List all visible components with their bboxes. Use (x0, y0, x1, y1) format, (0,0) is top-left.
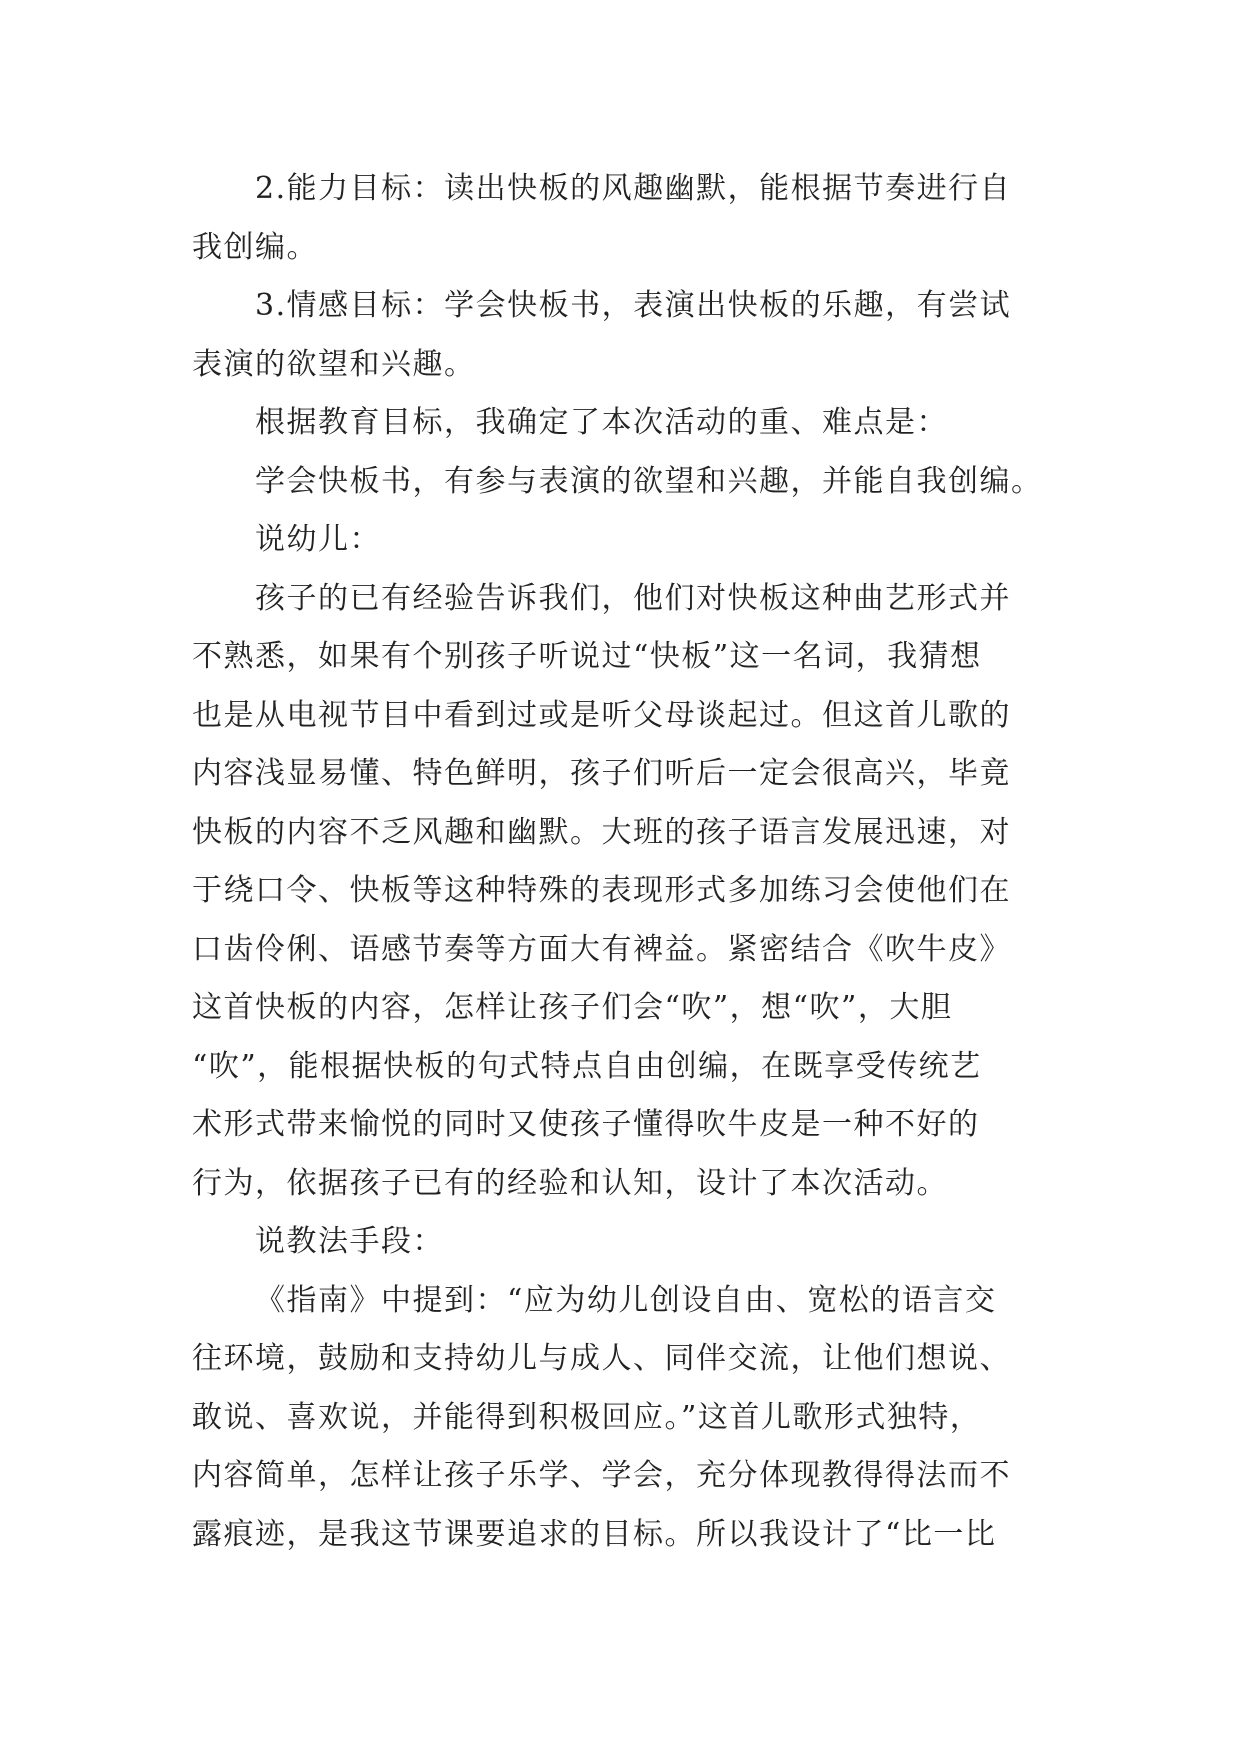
paragraph-children-line-7: 口齿伶俐、语感节奏等方面大有裨益。紧密结合《吹牛皮》 (192, 931, 1011, 967)
paragraph-children-line-6: 于绕口令、快板等这种特殊的表现形式多加练习会使他们在 (192, 873, 1011, 908)
document-body (192, 160, 1052, 1564)
paragraph-methods-line-3: 敢说、喜欢说，并能得到积极回应。”这首儿歌形式独特， (192, 1399, 982, 1435)
paragraph-children-line-1: 孩子的已有经验告诉我们，他们对快板这种曲艺形式并 (255, 580, 1011, 616)
paragraph-children-line-11: 行为，依据孩子已有的经验和认知，设计了本次活动。 (192, 1165, 948, 1201)
paragraph-ability-goal-line-1: 2.能力目标：读出快板的风趣幽默，能根据节奏进行自 (255, 171, 1012, 206)
paragraph-emotion-goal-line-1: 3.情感目标：学会快板书，表演出快板的乐趣，有尝试 (255, 288, 1012, 323)
paragraph-key-points-intro: 根据教育目标，我确定了本次活动的重、难点是： (255, 405, 948, 440)
paragraph-key-points: 学会快板书，有参与表演的欲望和兴趣，并能自我创编。 (255, 463, 1043, 499)
section-heading-children: 说幼儿： (255, 522, 381, 557)
paragraph-ability-goal-line-2: 我创编。 (192, 229, 318, 265)
section-heading-teaching-methods: 说教法手段： (255, 1224, 444, 1259)
paragraph-children-line-4: 内容浅显易懂、特色鲜明，孩子们听后一定会很高兴，毕竟 (192, 756, 1011, 791)
paragraph-children-line-3: 也是从电视节目中看到过或是听父母谈起过。但这首儿歌的 (192, 697, 1011, 733)
paragraph-methods-line-5: 露痕迹，是我这节课要追求的目标。所以我设计了“比一比 (192, 1516, 997, 1552)
paragraph-children-line-9: “吹”，能根据快板的句式特点自由创编，在既享受传统艺 (192, 1048, 982, 1084)
paragraph-children-line-5: 快板的内容不乏风趣和幽默。大班的孩子语言发展迅速，对 (192, 814, 1011, 850)
paragraph-children-line-10: 术形式带来愉悦的同时又使孩子懂得吹牛皮是一种不好的 (192, 1107, 980, 1142)
paragraph-children-line-2: 不熟悉，如果有个别孩子听说过“快板”这一名词，我猜想 (192, 639, 982, 674)
paragraph-emotion-goal-line-2: 表演的欲望和兴趣。 (192, 346, 476, 382)
paragraph-methods-line-1: 《指南》中提到：“应为幼儿创设自由、宽松的语言交 (255, 1282, 997, 1318)
paragraph-methods-line-4: 内容简单，怎样让孩子乐学、学会，充分体现教得得法而不 (192, 1458, 1011, 1493)
paragraph-methods-line-2: 往环境，鼓励和支持幼儿与成人、同伴交流，让他们想说、 (192, 1341, 1011, 1376)
paragraph-children-line-8: 这首快板的内容，怎样让孩子们会“吹”，想“吹”，大胆 (192, 990, 953, 1025)
